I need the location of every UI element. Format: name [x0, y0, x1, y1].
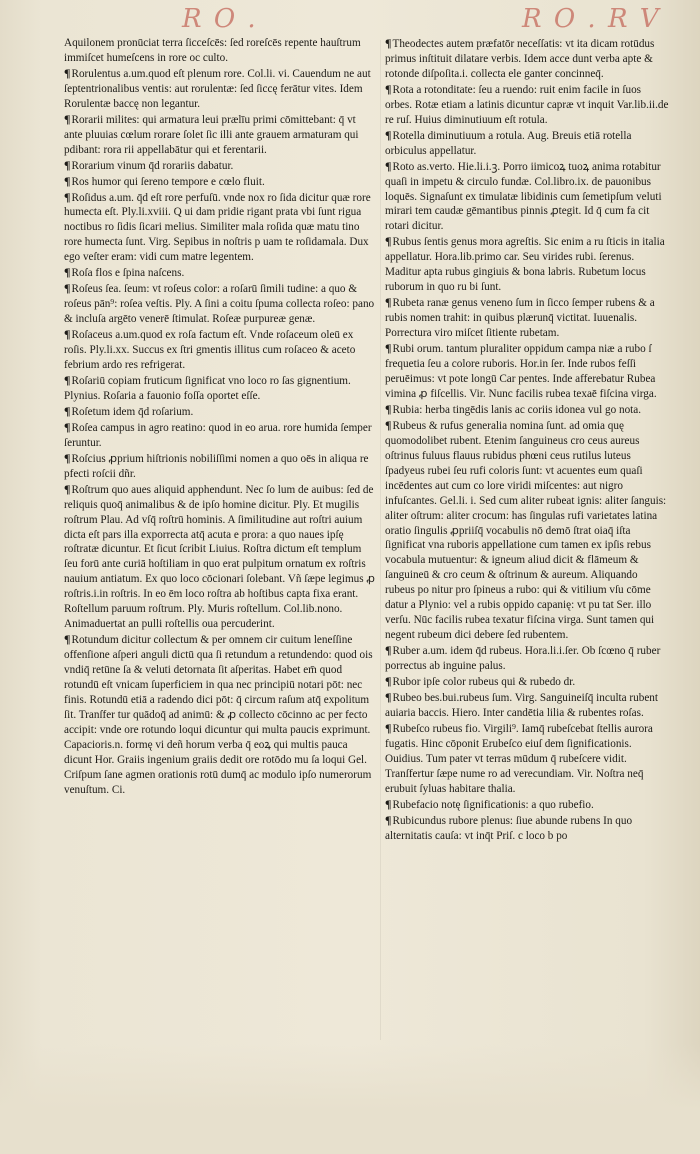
entry-text: Roſea campus in agro reatino: quod in eo arua. rore humida ſemper ſeruntur. [64, 421, 372, 449]
pilcrow-icon: ¶ [64, 111, 71, 126]
pilcrow-icon: ¶ [64, 157, 71, 172]
dictionary-entry [385, 643, 669, 674]
entry-text: Ruber a.um. idem q̄d rubeus. Hora.li.i.ſer. Ob ſcœno q̄ ruber porrectus ab inguine palus. [385, 645, 661, 673]
dictionary-entry [385, 797, 669, 813]
entry-text: Roſidus a.um. q̄d eſt rore perfuſū. vnde nox ro ſida dicitur quæ rore humecta eſt. Ply.li.xviii. Q ui dam pridie rigant prata vbi ſunt rigua noctibus ro ſidis ſicari melius. Similiter mala roſida quæ matu tino rore humecta ſunt. Virg. Sepibus in noſtris p uam te roſidamala. Dux ego veſter eram: vidi cum matre legentem. [64, 191, 371, 264]
entry-text: Rorarii milites: qui armatura leui prælīu primi cōmittebant: q̄ vt ante pluuias cœlum rorare ſolet ſic illi ante grauem armaturam qui pdibant: rora rii appellabātur qui et ferentarii. [64, 113, 359, 156]
dictionary-entry [64, 265, 377, 281]
dictionary-entry [64, 112, 377, 158]
dictionary-entry [385, 418, 669, 643]
dictionary-entry [64, 482, 377, 633]
pilcrow-icon: ¶ [385, 234, 392, 249]
pilcrow-icon: ¶ [64, 327, 71, 342]
pilcrow-icon: ¶ [385, 36, 392, 50]
entry-text: Rubus ſentis genus mora agreſtis. Sic enim a ru ſticis in italia appellatur. Hora.lib.primo car. Seu virides rubi. ſerenus. Maditur apta rubus gingiuis & bona labris. Rubetum locus ruborum in quo ru bi ſunt. [385, 236, 665, 294]
dictionary-entry [385, 813, 669, 844]
pilcrow-icon: ¶ [64, 173, 71, 188]
entry-text: Rubeo bes.bui.rubeus ſum. Virg. Sanguineiſq̄ inculta rubent auiaria baccis. Hiero. Inter candētia lilia & rubentes roſas. [385, 691, 659, 719]
dictionary-entry [64, 158, 377, 174]
dictionary-entry [385, 341, 669, 402]
dictionary-entry [385, 82, 669, 128]
right-column [385, 36, 669, 1062]
pilcrow-icon: ¶ [64, 265, 71, 280]
entry-text: Rubefacio notę ſignificationis: a quo rubefio. [392, 798, 594, 811]
pilcrow-icon: ¶ [64, 632, 71, 647]
entry-text: Roſtrum quo aues aliquid apphendunt. Nec ſo lum de auibus: ſed de reliquis quoq̄ animalibus & de ipſo homine dicitur. Ply. Et mugilis roſtrum Plau. Ad vſq̄ roſtrū hominis. A ſimilitudine aut roſtri auium dicta eſt pars illa exporrecta atq̄ acuta e prora: a quo naues ipſę roſtratæ dicuntur. Et ſicut ſcribit Liuius. Roſtra dictum eſt templum ſeu forū ante curiā hoſtiliam in quo erat pulpitum ornatum ex roſtris nauium antiatum. Ex quo loco cōcionari ſolebant. Vñ ſæpe legimus ꝓ roſtris.i.in roſtris. In eo ēm loco roſtra ab hoſtibus capta fixa erant. Roſtellum paruum roſtrum. Ply. Muris roſtellum. Col.lib.nono. Animaduertat an pulli roſtellis oua percuderint. [64, 483, 376, 631]
entry-text: Rota a rotonditate: ſeu a ruendo: ruit enim facile in ſuos orbes. Rotæ etiam a latinis dicuntur capræ vt inquit Var.lib.ii.de re ruſ. Huius diminutiuum eſt rotula. [385, 83, 669, 126]
dictionary-entry [64, 404, 377, 420]
pilcrow-icon: ¶ [385, 417, 392, 432]
pilcrow-icon: ¶ [64, 372, 71, 387]
dictionary-entry [385, 36, 669, 82]
pilcrow-icon: ¶ [385, 158, 392, 173]
entry-text: Roſaceus a.um.quod ex roſa factum eſt. Vnde roſaceum oleū ex roſis. Ply.li.xx. Succus ex ſtri gmentis illitus cum roſaceo & aceto febrium ardo res refrigerat. [64, 329, 356, 372]
dictionary-entry [385, 159, 669, 235]
entry-text: Theodectes autem præfatōr neceſſatis: vt ita dicam rotūdus primus inſtituit dilatare verbis. Idem acce dunt verba apte & rotonde diſpoſita.i. collecta ele ganter concinneq̄. [385, 38, 655, 80]
entry-text: Rorulentus a.um.quod eſt plenum rore. Col.li. vi. Cauendum ne aut ſeptentrionalibus ventis: aut rorulentæ: ſed ſiccę ferātur vites. Idem Rorulentæ baccę non legantur. [64, 67, 371, 110]
dictionary-entry [385, 674, 669, 690]
dictionary-entry [64, 66, 377, 112]
bottom-margin [0, 1044, 700, 1154]
pilcrow-icon: ¶ [385, 81, 392, 96]
entry-text: Roto as.verto. Hie.li.i.ꝫ. Porro iimicoꝝ tuoꝝ anima rotabitur quaſi in impetu & circulo fundæ. Col.libro.ix. de pauonibus loquēs. Signaſunt ex timulatæ libidinis cum ſemetipſum veluti mirari tem caudæ gēmantibus pinnis ꝓtegit. Id q̄ cum fa cit rotari dicitur. [385, 160, 662, 233]
dictionary-entry [64, 420, 377, 451]
pilcrow-icon: ¶ [385, 674, 392, 689]
entry-text: Rubor ipſe color rubeus qui & rubedo dr. [392, 676, 576, 689]
folio-left: R O . [182, 4, 258, 34]
entry-text: Aquilonem pronūciat terra ſicceſcēs: ſed roreſcēs repente hauſtrum immiſcet humeſcens in rore oc culto. [64, 37, 361, 64]
entry-text: Rotundum dicitur collectum & per omnem cir cuitum leneſſine offenſione aſperi anguli dictū qua ſi retundum a retundendo: quod ois vndiq̄ retūne ſa & veluti detornata ſit aſperitas. Habet em̄ quod rotundū eſt vnicam ſuperficiem in qua nec principiū notari pōt: nec finis. Rotundū etiā a radendo dici pōt: q̄ circum raſum atq̄ expolitum ſit. Tranſfer tur quādoq̄ ad animū: & ꝓ collecto cōcinno ac per fecto accipit: vnde ore rotundo loqui dicuntur qui multa paucis exprimunt. Capacioris.n. formę vi deñ horum verba q̄ eoꝝ qui multis pauca dicunt Hor. Graiis ingenium graiis dedit ore rotōdo mu ſa loqui Gel. Criſpum ſane agmen orationis rotū dumq̄ ac modulo ipſo numerorum venuſtum. Ci. [64, 634, 373, 796]
pilcrow-icon: ¶ [64, 403, 71, 418]
dictionary-entry [385, 128, 669, 159]
pilcrow-icon: ¶ [64, 65, 71, 80]
entry-text: Rubeus & rufus generalia nomina ſunt. ad omia quę quomodolibet rubent. Etenim ſanguineus cro ceus aureus oſtrinus fuluus flauus rubidus phœni ceus rutilus luteus ſpadyeus rubei ſeu rufi coloris ſunt: vt acuentes eum quaſi incēdentes aut cum co lore viridi miſcentes: aut nigro infuſcantes. Gel.li. i. Sed cum aliter rubeat ignis: aliter ſanguis: aliter oſtrum: aliter crocum: has ſingulas rufi varietates latina oratio ſingulis ꝓpriiſq̄ vocabulis nō demō ſtrat oiaq̄ iſta ſignificat vna ruboris appellatione cum tamen ex ipſis rebus vocabula mutuentur: & igneum aliud dicit & flāmeum & ſanguineū & cro ceum & oſtrinum & aureum. Aliquando rubeus po nitur pro ſpineus a rubo: qui & vitilium vſu cōme datur a Plynio: vel a rubis oppido capanię: vt pu tat Ser. illo verſu. Nūc facilis rubea texatur fiſcina virga. Sunt tamen qui negent rubeum dici debere ſed rubentem. [385, 419, 667, 642]
pilcrow-icon: ¶ [64, 189, 71, 204]
dictionary-entry [64, 281, 377, 327]
dictionary-entry [64, 36, 377, 66]
dictionary-entry [64, 174, 377, 190]
dictionary-entry [64, 451, 377, 482]
entry-text: Roſariū copiam fruticum ſignificat vno loco ro ſas gignentium. Plynius. Roſaria a fauonio foſſa oportet eſſe. [64, 374, 351, 402]
left-column [64, 36, 377, 1062]
folio-right: R O . R V [522, 4, 661, 34]
pilcrow-icon: ¶ [64, 481, 71, 496]
dictionary-entry [64, 327, 377, 373]
pilcrow-icon: ¶ [385, 720, 392, 735]
pilcrow-icon: ¶ [385, 796, 392, 811]
dictionary-entry [385, 234, 669, 295]
entry-text: Rubia: herba tingēdis lanis ac coriis idonea vul go nota. [392, 403, 642, 416]
entry-text: Rorarium vinum q̄d rorariis dabatur. [71, 159, 234, 172]
pilcrow-icon: ¶ [385, 295, 392, 310]
dictionary-entry [385, 402, 669, 418]
pilcrow-icon: ¶ [385, 643, 392, 658]
pilcrow-icon: ¶ [64, 281, 71, 296]
entry-text: Rotella diminutiuum a rotula. Aug. Breuis etiā rotella orbiculus appellatur. [385, 129, 632, 157]
dictionary-entry [385, 690, 669, 721]
entry-text: Roſa flos e ſpina naſcens. [71, 267, 185, 280]
pilcrow-icon: ¶ [385, 127, 392, 142]
entry-text: Ros humor qui ſereno tempore e cœlo fluit. [71, 175, 265, 188]
pilcrow-icon: ¶ [64, 450, 71, 465]
dictionary-entry [64, 632, 377, 797]
dictionary-entry [64, 190, 377, 266]
entry-text: Rubi orum. tantum pluraliter oppidum campa niæ a rubo ſ frequetia ſeu a colore ruboris. Hor.in ſer. Inde rubos feſſi peruēimus: vt pote longū Car pentes. Inde afferebatur Rubea vimina ꝓ fiſcellis. Vir. Nunc facilis rubea texaē fiſcina virga. [385, 343, 657, 400]
entry-text: Rubeſco rubeus fio. Virgili⁹. Iamq̄ rubeſcebat ſtellis aurora fugatis. Hinc cōponit Erubeſco eiuſ dem ſignificationis. Ouidius. Tum pater vt terras mūdum q̄ rubeſcere vidit. Tranſfertur ſæpe nume ro ad verecundiam. Vir. Noſtra neq̄ erubuit ſyluas habitare thalia. [385, 722, 653, 795]
entry-text: Roſeus ſea. ſeum: vt roſeus color: a roſarū ſimili tudine: a quo & roſeus pān⁹: roſea veſtis. Ply. A ſini a coitu ſpuma collecta roſeo: pano & incluſa argēto venerē ſtimulat. Roſeæ purpureæ genæ. [64, 283, 375, 326]
pilcrow-icon: ¶ [385, 689, 392, 704]
dictionary-entry [385, 721, 669, 797]
pilcrow-icon: ¶ [385, 401, 392, 416]
entry-text: Rubicundus rubore plenus: ſiue abunde rubens In quo alternitatis cauſa: vt inq̄t Priſ. c loco b po [385, 814, 633, 842]
pilcrow-icon: ¶ [385, 812, 392, 827]
pilcrow-icon: ¶ [64, 419, 71, 434]
column-divider [380, 40, 381, 1040]
entry-text: Roſcius ꝓprium hiſtrionis nobiliſſimi nomen a quo oēs in aliqua re pfecti roſcii dñr. [64, 452, 369, 480]
entry-text: Rubeta ranæ genus veneno ſum in ſicco ſemper rubens & a rubis nomen trahit: in quibus plærunq̄ victitat. Iuuenalis. Porrectura viro miſcet ſitiente rubetam. [385, 297, 655, 340]
dictionary-entry [385, 295, 669, 341]
entry-text: Roſetum idem q̄d roſarium. [71, 405, 194, 418]
dictionary-entry [64, 373, 377, 404]
pilcrow-icon: ¶ [385, 341, 392, 356]
